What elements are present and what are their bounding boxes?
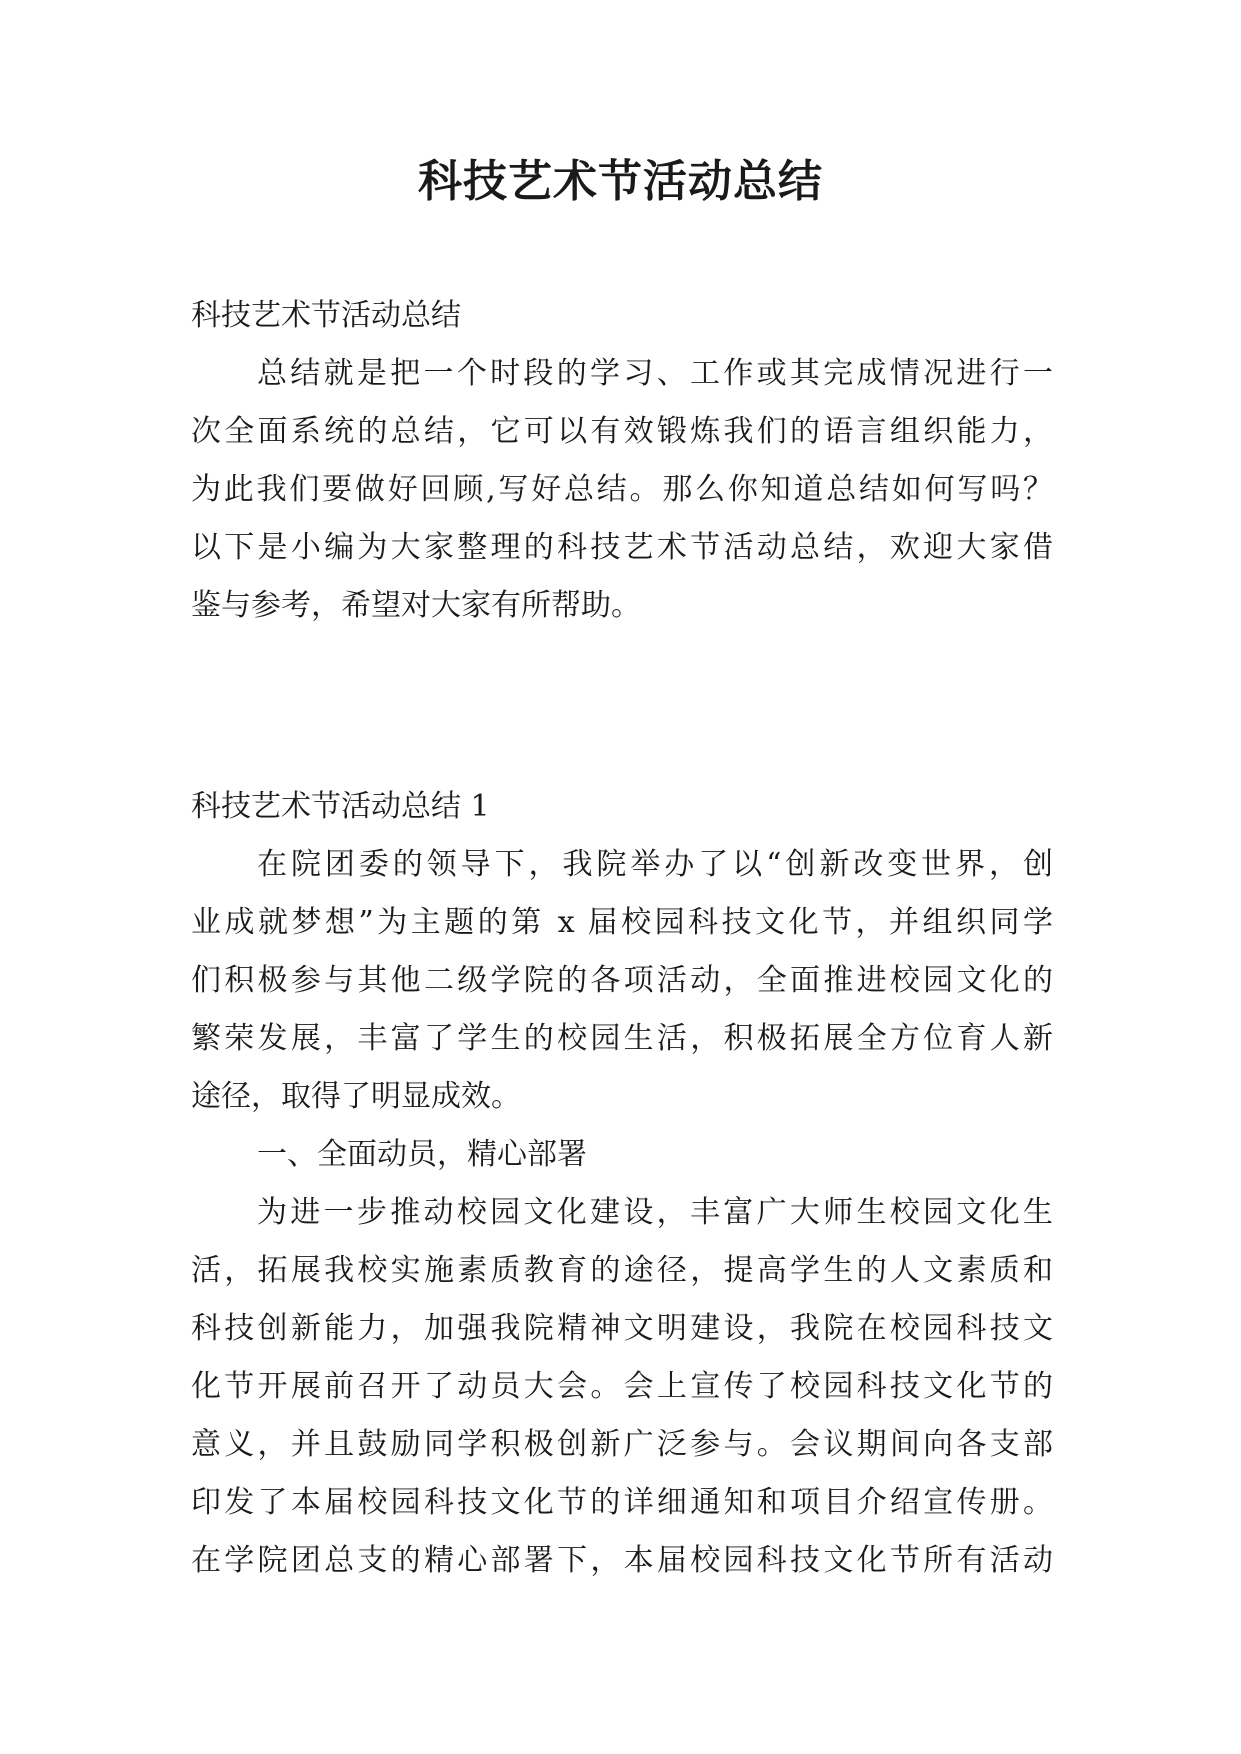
section-title: 科技艺术节活动总结 1 [191,789,490,824]
paragraph-1 [191,836,1053,1126]
paragraph-2 [191,1184,1053,1590]
intro-line: 以下是小编为大家整理的科技艺术节活动总结，欢迎大家借 [191,530,1053,565]
paragraph-line: 意义，并且鼓励同学积极创新广泛参与。会议期间向各支部 [191,1427,1053,1462]
document-subtitle: 科技艺术节活动总结 [191,298,461,333]
paragraph-line: 在院团委的领导下，我院举办了以“创新改变世界，创 [257,847,1053,882]
intro-line: 次全面系统的总结，它可以有效锻炼我们的语言组织能力， [191,414,1053,449]
intro-line: 为此我们要做好回顾,写好总结。那么你知道总结如何写吗？ [191,472,1053,507]
paragraph-line: 途径，取得了明显成效。 [191,1079,521,1114]
paragraph-line: 活，拓展我校实施素质教育的途径，提高学生的人文素质和 [191,1253,1053,1288]
paragraph-line: 化节开展前召开了动员大会。会上宣传了校园科技文化节的 [191,1369,1053,1404]
paragraph-line: 印发了本届校园科技文化节的详细通知和项目介绍宣传册。 [191,1485,1053,1520]
paragraph-line: 业成就梦想”为主题的第 x 届校园科技文化节，并组织同学 [191,905,1053,940]
intro-line: 鉴与参考，希望对大家有所帮助。 [191,588,641,623]
section-spacer [191,635,1053,778]
intro-paragraph [191,345,1053,635]
document-title: 科技艺术节活动总结 [418,156,823,207]
paragraph-line: 们积极参与其他二级学院的各项活动，全面推进校园文化的 [191,963,1053,998]
paragraph-line: 繁荣发展，丰富了学生的校园生活，积极拓展全方位育人新 [191,1021,1053,1056]
section-heading: 一、全面动员，精心部署 [257,1137,587,1172]
intro-line: 总结就是把一个时段的学习、工作或其完成情况进行一 [257,356,1053,391]
paragraph-line: 为进一步推动校园文化建设，丰富广大师生校园文化生 [257,1195,1053,1230]
document-body [191,287,1053,1590]
paragraph-line: 在学院团总支的精心部署下，本届校园科技文化节所有活动 [191,1543,1053,1578]
paragraph-line: 科技创新能力，加强我院精神文明建设，我院在校园科技文 [191,1311,1053,1346]
